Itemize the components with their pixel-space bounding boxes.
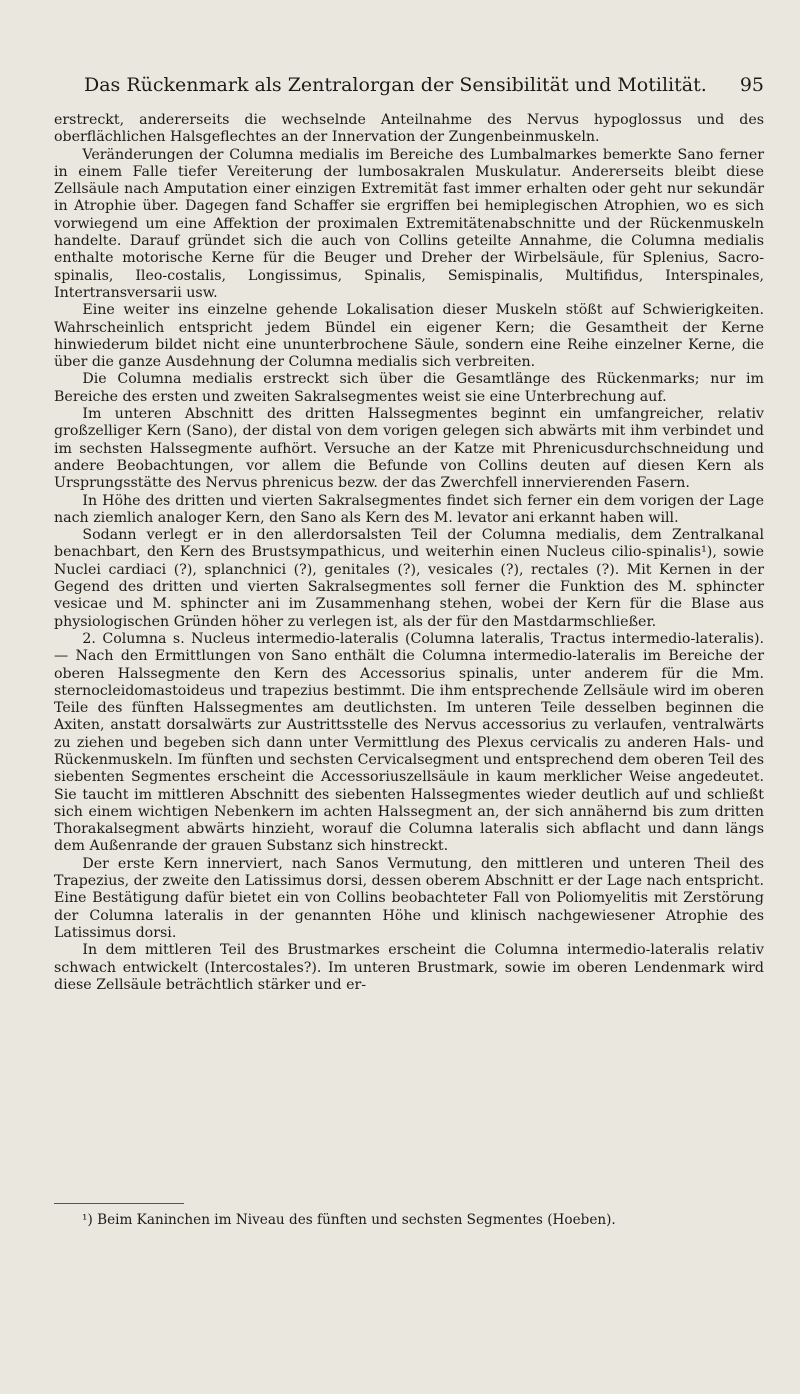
paragraph-5: Im unteren Abschnitt des dritten Halssegmentes beginnt ein umfangreicher, relativ großzelliger Kern (Sano), der distal von dem vorigen gelegen sich abwärts mit ihm verbindet und im sechsten Halssegmente aufhört. Versuche an der Katze mit Phrenicusdurchschneidung und andere Beobachtungen, vor allem die Befunde von Collins deuten auf diesen Kern als Ursprungsstätte des Nervus phrenicus bezw. der das Zwerchfell innervierenden Fasern. (54, 406, 764, 492)
paragraph-8: 2. Columna s. Nucleus intermedio-lateralis (Columna lateralis, Tractus intermedio-lateralis). — Nach den Ermittlungen von Sano enthält die Columna intermedio-lateralis im Bereiche der oberen Halssegmente den Kern des Accessorius spinalis, unter anderem für die Mm. sternocleidomastoideus und trapezius bestimmt. Die ihm entsprechende Zellsäule wird im oberen Teile des fünften Halssegmentes am deutlichsten. Im unteren Teile desselben beginnen die Axiten, anstatt dorsalwärts zur Austrittsstelle des Nervus accessorius zu verlaufen, ventralwärts zu ziehen und begeben sich dann unter Vermittlung des Plexus cervicalis zu anderen Hals- und Rückenmuskeln. Im fünften und sechsten Cervicalsegment und entsprechend dem oberen Teil des siebenten Segmentes erscheint die Accessoriuszellsäule in kaum merklicher Weise angedeutet. Sie taucht im mittleren Abschnitt des siebenten Halssegmentes wieder deutlich auf und schließt sich einem wichtigen Nebenkern im achten Halssegment an, der sich annähernd bis zum dritten Thorakalsegment abwärts hinzieht, worauf die Columna lateralis sich abflacht und dann längs dem Außenrande der grauen Substanz sich hinstreckt. (54, 630, 764, 855)
footnote-divider (54, 1203, 184, 1204)
footnote-text: Beim Kaninchen im Niveau des fünften und sechsten Segmentes (Hoeben). (97, 1212, 616, 1228)
paragraph-6: In Höhe des dritten und vierten Sakralsegmentes findet sich ferner ein dem vorigen der Lage nach ziemlich analoger Kern, den Sano als Kern des M. levator ani erkannt haben will. (54, 492, 764, 526)
paragraph-9: Der erste Kern innerviert, nach Sanos Vermutung, den mittleren und unteren Theil des Trapezius, der zweite den Latissimus dorsi, dessen oberem Abschnitt er der Lage nach entspricht. Eine Bestätigung dafür bietet ein von Collins beobachteter Fall von Poliomyelitis mit Zerstörung der Columna lateralis in der genannten Höhe und klinisch nachgewiesener Atrophie des Latissimus dorsi. (54, 855, 764, 941)
paragraph-7: Sodann verlegt er in den allerdorsalsten Teil der Columna medialis, dem Zentralkanal benachbart, den Kern des Brustsympathicus, und weiterhin einen Nucleus cilio-spinalis¹), sowie Nuclei cardiaci (?), splanchnici (?), genitales (?), vesicales (?), rectales (?). Mit Kernen in der Gegend des dritten und vierten Sakralsegmentes soll ferner die Funktion des M. sphincter vesicae und M. sphincter ani im Zusammenhang stehen, wobei der Kern für die Blase aus physiologischen Gründen höher zu verlegen ist, als der für den Mastdarmschließer. (54, 527, 764, 630)
running-header (84, 74, 764, 104)
page-number: 95 (739, 74, 764, 96)
paragraph-4: Die Columna medialis erstreckt sich über die Gesamtlänge des Rückenmarks; nur im Bereiche des ersten und zweiten Sakralsegmentes weist sie eine Unterbrechung auf. (54, 371, 764, 405)
body-text (54, 112, 764, 994)
paragraph-10: In dem mittleren Teil des Brustmarkes erscheint die Columna intermedio-lateralis relativ schwach entwickelt (Intercostales?). Im unteren Brustmark, sowie im oberen Lendenmark wird diese Zellsäule beträchtlich stärker und er- (54, 942, 764, 993)
paragraph-2: Veränderungen der Columna medialis im Bereiche des Lumbalmarkes bemerkte Sano ferner in einem Falle tiefer Vereiterung der lumbosakralen Muskulatur. Andererseits bleibt diese Zellsäule nach Amputation einer einzigen Extremität fast immer erhalten oder geht nur sekundär in Atrophie über. Dagegen fand Schaffer sie ergriffen bei hemiplegischen Atrophien, wo es sich vorwiegend um eine Affektion der proximalen Extremitätenabschnitte und der Rückenmuskeln handelte. Darauf gründet sich die auch von Collins geteilte Annahme, die Columna medialis enthalte motorische Kerne für die Beuger und Dreher der Wirbelsäule, für Splenius, Sacro-spinalis, Ileo-costalis, Longissimus, Spinalis, Semispinalis, Multifidus, Interspinales, Intertransversarii usw. (54, 146, 764, 301)
footnote-marker: ¹) (82, 1212, 93, 1228)
footnote (82, 1212, 762, 1229)
paragraph-3: Eine weiter ins einzelne gehende Lokalisation dieser Muskeln stößt auf Schwierigkeiten. Wahrscheinlich entspricht jedem Bündel ein eigener Kern; die Gesamtheit der Kerne hinwiederum bildet nicht eine ununterbrochene Säule, sondern eine Reihe einzelner Kerne, die über die ganze Ausdehnung der Columna medialis sich verbreiten. (54, 302, 764, 371)
paragraph-1: erstreckt, andererseits die wechselnde Anteilnahme des Nervus hypoglossus und des oberflächlichen Halsgeflechtes an der Innervation der Zungenbeinmuskeln. (54, 112, 764, 146)
running-title: Das Rückenmark als Zentralorgan der Sensibilität und Motilität. (84, 74, 707, 96)
